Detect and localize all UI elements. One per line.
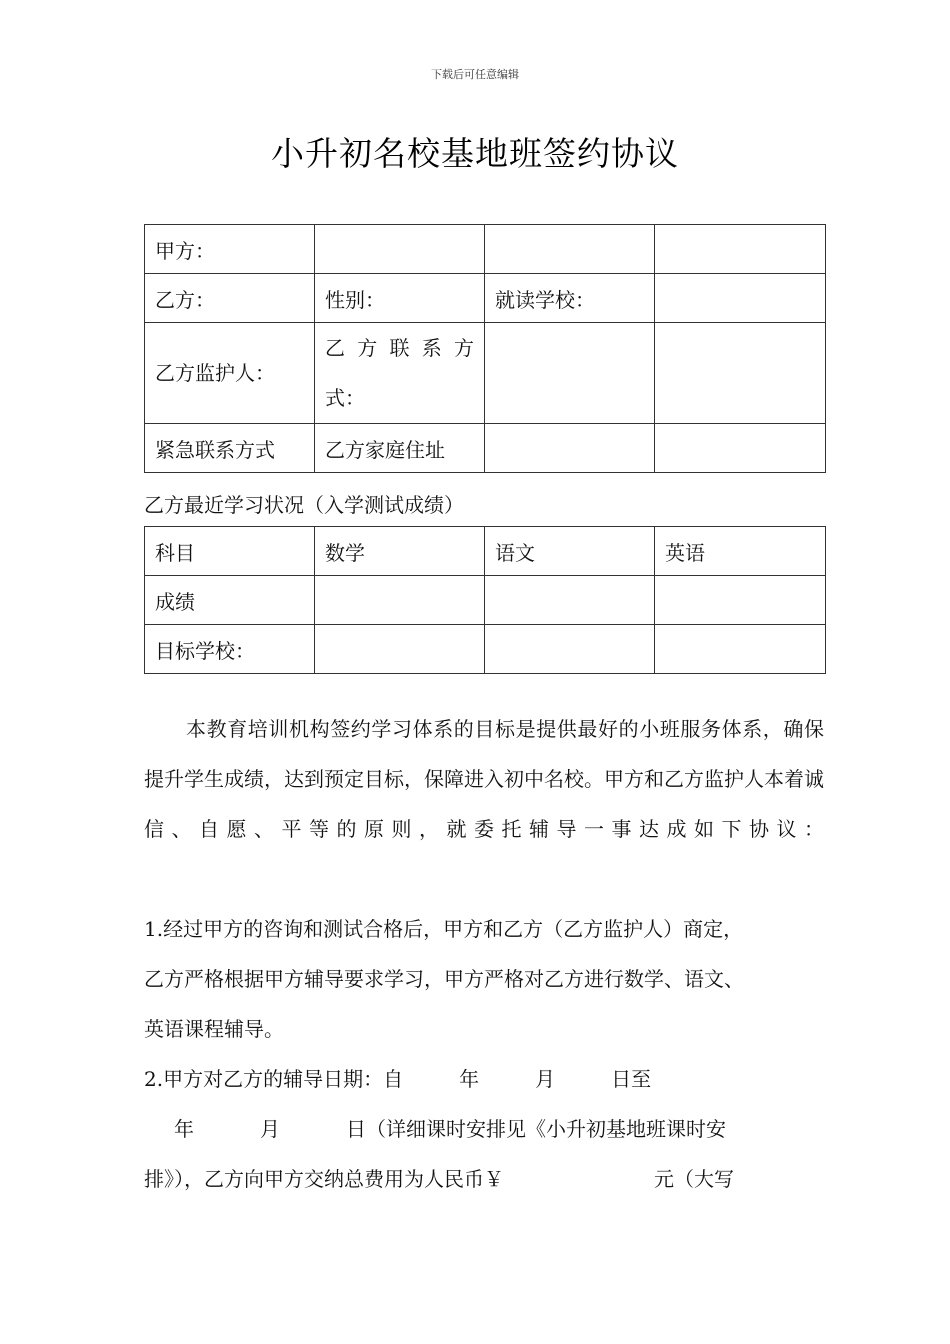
chinese-score-field[interactable] (485, 576, 655, 625)
empty-cell[interactable] (485, 225, 655, 274)
party-a-field[interactable] (315, 225, 485, 274)
header-note: 下载后可任意编辑 (431, 68, 519, 81)
clause-2-fee-text: 排》），乙方向甲方交纳总费用为人民币￥ (144, 1167, 504, 1191)
gender-label: 性别： (315, 274, 485, 323)
clause-2-month-2: 月 (260, 1117, 280, 1141)
subject-header: 科目 (145, 527, 315, 576)
score-caption: 乙方最近学习状况（入学测试成绩） (144, 493, 464, 517)
clause-2-rest: 日（详细课时安排见《小升初基地班课时安 (346, 1117, 726, 1141)
info-table (144, 224, 826, 473)
math-header: 数学 (315, 527, 485, 576)
table-row (145, 527, 826, 576)
english-score-field[interactable] (655, 576, 826, 625)
empty-cell[interactable] (485, 625, 655, 674)
contact-label-line1: 乙 方 联 系 方 (325, 336, 474, 360)
guardian-label (145, 323, 315, 424)
table-row (145, 274, 826, 323)
intro-paragraph: 本教育培训机构签约学习体系的目标是提供最好的小班服务体系，确保提升学生成绩，达到预定目标，保障进入初中名校。甲方和乙方监护人本着诚信、自愿、平等的原则，就委托辅导一事达成如下协议： (144, 717, 824, 841)
table-row (145, 424, 826, 473)
table-row (145, 576, 826, 625)
school-label: 就读学校： (485, 274, 655, 323)
table-row (145, 625, 826, 674)
target-school-label: 目标学校： (145, 625, 315, 674)
school-field[interactable] (655, 274, 826, 323)
empty-cell[interactable] (655, 323, 826, 424)
clause-2-fee-unit: 元（大写 (654, 1167, 734, 1191)
clause-2-line-3 (144, 1154, 824, 1204)
clause-1-line-1: 1.经过甲方的咨询和测试合格后，甲方和乙方（乙方监护人）商定， (144, 917, 744, 941)
empty-cell[interactable] (655, 424, 826, 473)
party-b-label: 乙方： (145, 274, 315, 323)
guardian-text: 乙方监护人： (155, 361, 275, 385)
clause-2-line-2 (144, 1104, 824, 1154)
empty-cell[interactable] (655, 225, 826, 274)
clause-2-day-to: 日至 (611, 1067, 652, 1091)
empty-cell[interactable] (655, 625, 826, 674)
document-title: 小升初名校基地班签约协议 (271, 134, 679, 173)
clause-2-prefix: 2.甲方对乙方的辅导日期：自 (144, 1067, 404, 1091)
english-header: 英语 (655, 527, 826, 576)
contact-label (315, 323, 485, 424)
target-school-field[interactable] (315, 625, 485, 674)
clause-2-month: 月 (535, 1067, 556, 1091)
clause-1-line-2: 乙方严格根据甲方辅导要求学习，甲方严格对乙方进行数学、语文、 (144, 967, 744, 991)
table-row (145, 225, 826, 274)
party-a-label: 甲方： (145, 225, 315, 274)
emergency-label: 紧急联系方式 (145, 424, 315, 473)
clause-2-year: 年 (459, 1067, 480, 1091)
address-field[interactable] (485, 424, 655, 473)
math-score-field[interactable] (315, 576, 485, 625)
address-label: 乙方家庭住址 (315, 424, 485, 473)
table-row (145, 323, 826, 424)
score-label: 成绩 (145, 576, 315, 625)
contact-field[interactable] (485, 323, 655, 424)
chinese-header: 语文 (485, 527, 655, 576)
clause-2-year-2: 年 (174, 1117, 194, 1141)
clause-2-line-1 (144, 1054, 824, 1104)
clause-1-line-3: 英语课程辅导。 (144, 1017, 284, 1041)
contact-label-line2: 式： (325, 386, 365, 410)
score-table (144, 526, 826, 674)
